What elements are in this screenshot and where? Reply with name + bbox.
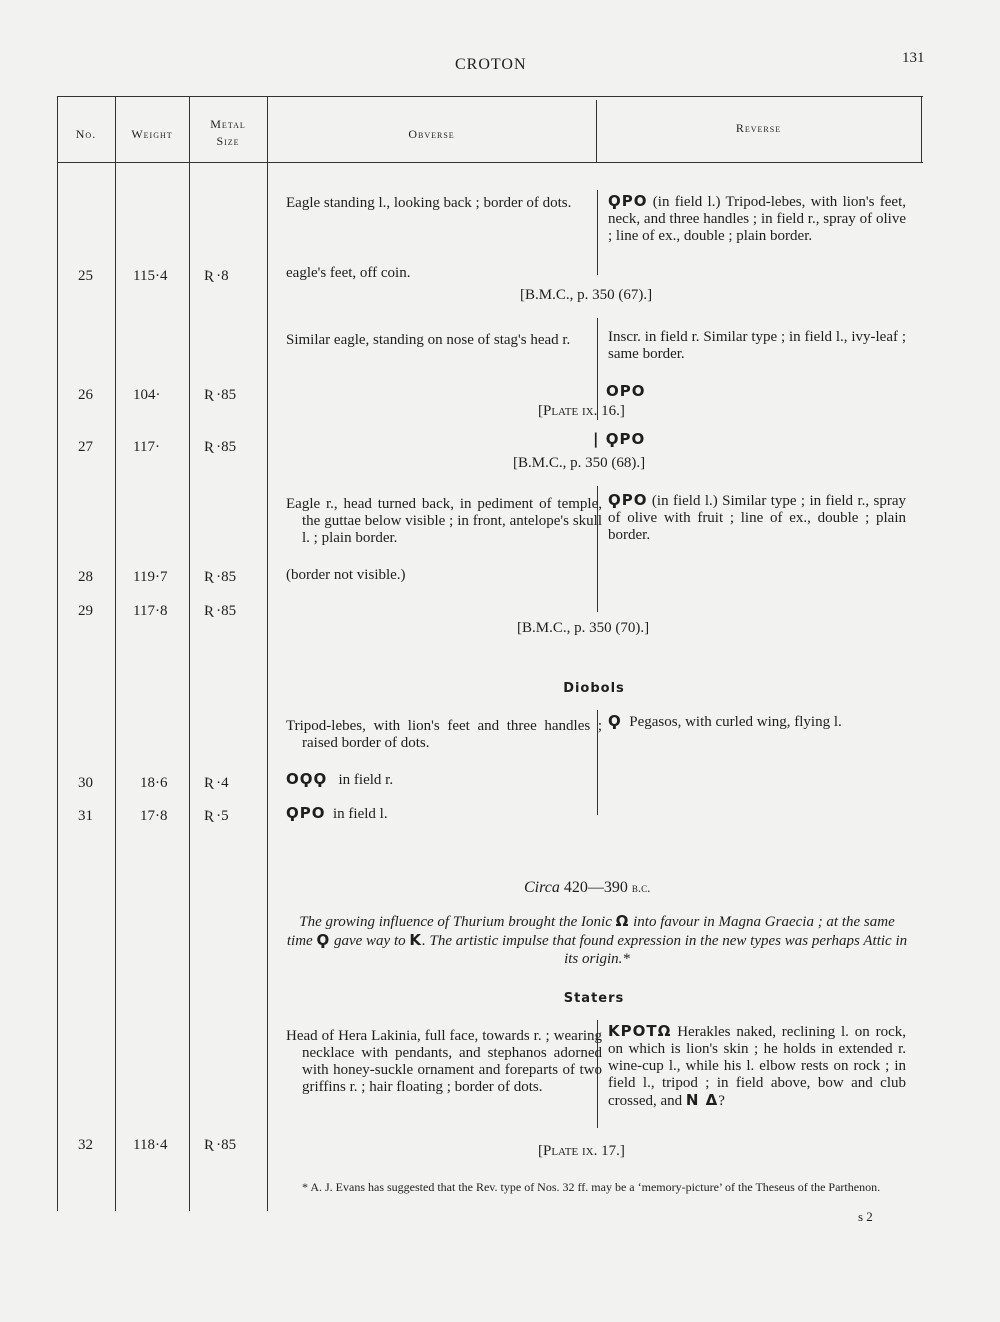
column-divider-metal [267,96,268,1211]
footnote: * A. J. Evans has suggested that the Rev. type of Nos. 32 ff. may be a ‘memory-picture’ of the Theseus of the Parthenon. [302,1180,881,1194]
obverse-inscription-note [286,805,388,823]
obverse-description: Eagle r., head turned back, in pediment of temple, the guttae below visible ; in front, antelope's skull l. ; plain border. [286,496,602,546]
reverse-inscription: ϘPO [608,491,648,509]
coin-number: 26 [78,387,93,403]
coin-number: 29 [78,603,93,619]
obverse-description: Head of Hera Lakinia, full face, towards r. ; wearing necklace with pendants, and stephanos adorned with honey-suckle ornament and foreparts of two griffins r. ; hair floating ; border of dots. [286,1028,602,1095]
reverse-inscription: KPOTΩ [608,1022,672,1040]
column-divider-no [115,96,116,1211]
obverse-inscription: OϘϘ [286,770,328,788]
coin-weight: 17·8 [140,808,168,824]
coin-weight: 104· [133,387,161,403]
reverse-letters: N Δ [685,1091,719,1109]
obverse-inscription: ϘPO [286,804,326,822]
column-header-weight: Weight [131,127,173,141]
obverse-description: Tripod-lebes, with lion's feet and three handles ; raised border of dots. [286,718,602,751]
coin-number: 28 [78,569,93,585]
intro-letter-kappa: K [409,931,422,949]
intro-letter-omega: Ω [615,912,630,930]
coin-weight: 18·6 [140,775,168,791]
coin-number: 31 [78,808,93,824]
intro-text: The growing influence of Thurium brought the Ionic [299,914,612,930]
reverse-description [608,1023,906,1110]
table-header-rule [57,162,923,163]
coin-weight: 117· [133,439,160,455]
table-right-border [921,96,922,162]
coin-metal-size: Ʀ ·85 [204,603,237,619]
obverse-note: eagle's feet, off coin. [286,265,411,281]
coin-number: 30 [78,775,93,791]
reverse-text: Herakles naked, reclining l. on rock, on which is lion's skin ; he holds in extended r. wine-cup l., while his l. elbow rests on rock ; in field l., tripod ; in field above, bow and club crossed, and [608,1024,906,1109]
obverse-description: Eagle standing l., looking back ; border of dots. [286,195,572,211]
signature-mark: s 2 [858,1209,873,1224]
coin-weight: 118·4 [133,1137,168,1153]
reverse-description: Inscr. in field r. Similar type ; in field l., ivy-leaf ; same border. [608,329,906,362]
coin-metal-size: Ʀ ·8 [204,268,229,284]
intro-letter-koppa: Ϙ [316,931,331,949]
coin-weight: 115·4 [133,268,168,284]
section-heading-staters: Staters [563,991,625,1006]
coin-metal-size: Ʀ ·85 [204,1137,237,1153]
coin-metal-size: Ʀ ·85 [204,439,237,455]
period-circa: Circa [524,879,560,896]
reverse-description [608,492,906,544]
reference: [B.M.C., p. 350 (70).] [517,620,650,636]
coin-number: 27 [78,439,93,455]
reverse-description [608,193,906,245]
table-left-border [57,96,58,1211]
column-header-obverse: Obverse [408,127,455,141]
reference: [B.M.C., p. 350 (67).] [520,287,653,303]
coin-weight: 117·8 [133,603,168,619]
column-divider-weight [189,96,190,1211]
reference: [B.M.C., p. 350 (68).] [513,455,646,471]
reverse-inscription: | ϘPO [593,430,646,448]
inscription-position: in field l. [333,806,388,822]
reverse-text: Pegasos, with curled wing, flying l. [629,714,842,730]
plate-reference: [Plate ix. 17.] [538,1143,625,1159]
reverse-inscription: ϘPO [608,192,648,210]
reverse-description [608,713,842,731]
running-title: CROTON [455,56,527,73]
intro-text: . The artistic impulse that found expression in the new types was perhaps Attic in its origin.* [422,933,908,967]
page-number: 131 [902,50,925,66]
reverse-inscription: OPO [606,382,646,400]
column-header-reverse: Reverse [735,121,782,135]
column-header-size: Size [216,134,240,148]
period-era: b.c. [631,880,651,895]
reverse-query-mark: ? [718,1093,725,1109]
section-heading-diobols: Diobols [563,681,625,696]
reverse-text: (in field l.) Similar type ; in field r., spray of olive with fruit ; line of ex., double ; plain border. [608,493,906,543]
table-top-rule [57,96,923,97]
period-heading [524,879,650,896]
period-introduction [286,912,908,968]
intro-text: gave way to [333,933,406,949]
period-dates: 420—390 [563,879,628,896]
coin-number: 25 [78,268,93,284]
coin-metal-size: Ʀ ·5 [204,808,229,824]
intro-text: into favour in Magna Graecia ; at the same time [286,914,895,949]
inscription-position: in field r. [338,772,394,788]
coin-number: 32 [78,1137,93,1153]
obverse-description: Similar eagle, standing on nose of stag's head r. [286,332,571,348]
coin-weight: 119·7 [133,569,168,585]
obverse-inscription-note [286,771,393,789]
plate-reference: [Plate ix. 16.] [538,403,625,419]
coin-metal-size: Ʀ ·4 [204,775,229,791]
column-header-no: No. [75,127,97,141]
obverse-note: (border not visible.) [286,567,406,583]
coin-metal-size: Ʀ ·85 [204,569,237,585]
coin-metal-size: Ʀ ·85 [204,387,237,403]
reverse-text: (in field l.) Tripod-lebes, with lion's feet, neck, and three handles ; in field r., spray of olive ; line of ex., double ; plain border. [608,194,906,244]
column-header-metal: Metal [210,117,246,131]
reverse-inscription: Ϙ [608,712,622,730]
